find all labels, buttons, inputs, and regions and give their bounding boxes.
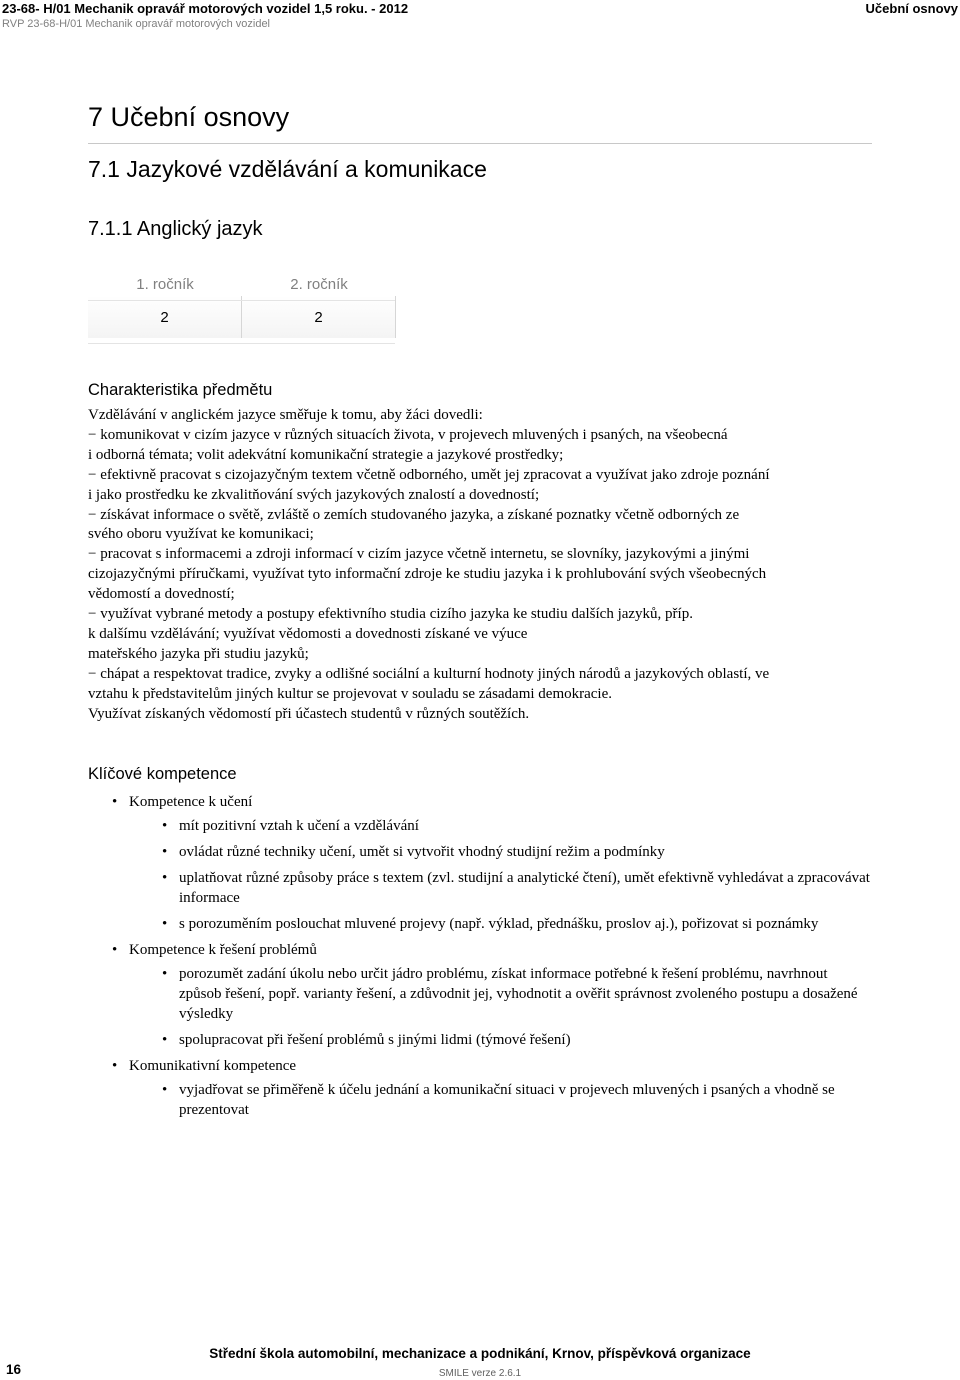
characteristics-line: vztahu k představitelům jiných kultur se projevovat v souladu se zásadami demokracie. <box>88 685 613 702</box>
hours-table-row <box>88 296 396 338</box>
characteristics-line: − získávat informace o světě, zvláště o zemích studovaného jazyka, a získané poznatky včetně odborných ze <box>88 506 740 523</box>
heading-level-1: 7 Učební osnovy <box>88 102 290 132</box>
heading-divider <box>88 143 872 144</box>
footer-version: SMILE verze 2.6.1 <box>438 1368 522 1379</box>
competence-group-label: Kompetence k řešení problémů <box>129 942 317 958</box>
characteristics-line: − chápat a respektovat tradice, zvyky a odlišné sociální a kulturní hodnoty jiných národů a jazykových oblastí, ve <box>88 665 770 682</box>
characteristics-line: − efektivně pracovat s cizojazyčným textem včetně odborného, umět jej zpracovat a využívat jako zdroje poznání <box>88 466 770 483</box>
competence-item-text: spolupracovat při řešení problémů s jinými lidmi (týmové řešení) <box>179 1032 571 1048</box>
hours-table-header <box>88 276 396 293</box>
page-header <box>0 0 960 36</box>
characteristics-heading: Charakteristika předmětu <box>88 381 273 399</box>
competence-item-text: uplatňovat různé způsoby práce s textem (zvl. studijní a analytické čtení), umět efektivně vyhledávat a zpracovávat informace <box>179 870 870 906</box>
characteristics-line: i jako prostředku ke zkvalitňování svých jazykových znalostí a dovedností; <box>88 486 540 503</box>
characteristics-text <box>88 406 888 725</box>
characteristics-line: cizojazyčnými příručkami, využívat tyto informační zdroje ke studiu jazyka i k prohlubování svých všeobecných <box>88 566 767 583</box>
bullet-icon: • <box>162 870 168 886</box>
characteristics-line: mateřského jazyka při studiu jazyků; <box>88 645 309 662</box>
competence-item <box>162 1080 872 1120</box>
competence-group <box>112 1056 872 1120</box>
competence-item-text: vyjadřovat se přiměřeně k účelu jednání a komunikační situaci v projevech mluvených i psaných a vhodně se prezentovat <box>179 1082 835 1118</box>
competence-items <box>129 816 872 934</box>
bullet-icon: • <box>112 794 118 810</box>
characteristics-line: svého oboru využívat ke komunikaci; <box>88 526 314 543</box>
competence-item <box>162 842 872 862</box>
heading-level-2: 7.1 Jazykové vzdělávání a komunikace <box>88 156 487 182</box>
bullet-icon: • <box>162 916 168 932</box>
page-number: 16 <box>6 1362 22 1377</box>
competences-heading: Klíčové kompetence <box>88 765 237 783</box>
competence-item <box>162 816 872 836</box>
document-title: 23-68- H/01 Mechanik opravář motorových vozidel 1,5 roku. - 2012 <box>2 1 409 16</box>
competence-item <box>162 868 872 908</box>
bullet-icon: • <box>162 1032 168 1048</box>
characteristics-line: − pracovat s informacemi a zdroji informací v cizím jazyce včetně internetu, se slovníky, jazykovými a jinými <box>88 546 750 563</box>
bullet-icon: • <box>112 1058 118 1074</box>
characteristics-line: i odborná témata; volit adekvátní komunikační strategie a jazykové prostředky; <box>88 446 564 463</box>
bullet-icon: • <box>112 942 118 958</box>
competence-item <box>162 1030 872 1050</box>
competence-item <box>162 964 872 1024</box>
competence-group-label: Kompetence k učení <box>129 794 253 810</box>
competence-item-text: porozumět zadání úkolu nebo určit jádro problému, získat informace potřebné k řešení problému, navrhnout způsob řešení, popř. varianty řešení, a zdůvodnit jej, vyhodnotit a ověřit správnost zvoleného postupu a dosažené výsledky <box>179 966 858 1022</box>
heading-level-3: 7.1.1 Anglický jazyk <box>88 218 263 240</box>
bullet-icon: • <box>162 966 168 982</box>
competence-group <box>112 940 872 1050</box>
competence-group-label: Komunikativní kompetence <box>129 1058 297 1074</box>
bullet-icon: • <box>162 1082 168 1098</box>
footer-school-name: Střední škola automobilní, mechanizace a podnikání, Krnov, příspěvková organizace <box>209 1346 751 1361</box>
bullet-icon: • <box>162 844 168 860</box>
characteristics-line: Vzdělávání v anglickém jazyce směřuje k tomu, aby žáci dovedli: <box>88 407 483 423</box>
characteristics-line: − využívat vybrané metody a postupy efektivního studia cizího jazyka ke studiu dalších jazyků, příp. <box>88 606 693 623</box>
competence-item <box>162 914 872 934</box>
competence-item-text: ovládat různé techniky učení, umět si vytvořit vhodný studijní režim a podmínky <box>179 844 665 860</box>
competence-items <box>129 964 872 1050</box>
characteristics-line: Využívat získaných vědomostí při účastech studentů v různých soutěžích. <box>88 705 530 722</box>
competence-group <box>112 792 872 934</box>
characteristics-line: vědomostí a dovedností; <box>88 586 235 603</box>
competence-item-text: mít pozitivní vztah k učení a vzdělávání <box>179 818 419 834</box>
section-label: Učební osnovy <box>865 1 958 16</box>
competence-item-text: s porozuměním poslouchat mluvené projevy (např. výklad, přednášku, proslov aj.), pořizovat si poznámky <box>179 916 819 932</box>
characteristics-line: k dalšímu vzdělávání; využívat vědomosti a dovednosti získané ve výuce <box>88 625 528 642</box>
hours-cell-year-1: 2 <box>88 296 242 338</box>
hours-column-year-1: 1. ročník <box>136 276 194 293</box>
hours-cell-year-2: 2 <box>242 296 396 338</box>
characteristics-line: − komunikovat v cizím jazyce v různých situacích života, v projevech mluvených i psaných, na všeobecná <box>88 426 728 443</box>
hours-table <box>88 276 396 338</box>
competences-list <box>112 792 872 1126</box>
document-subtitle: RVP 23-68-H/01 Mechanik opravář motorových vozidel <box>2 18 271 30</box>
hours-column-year-2: 2. ročník <box>290 276 348 293</box>
bullet-icon: • <box>162 818 168 834</box>
competence-items <box>129 1080 872 1120</box>
